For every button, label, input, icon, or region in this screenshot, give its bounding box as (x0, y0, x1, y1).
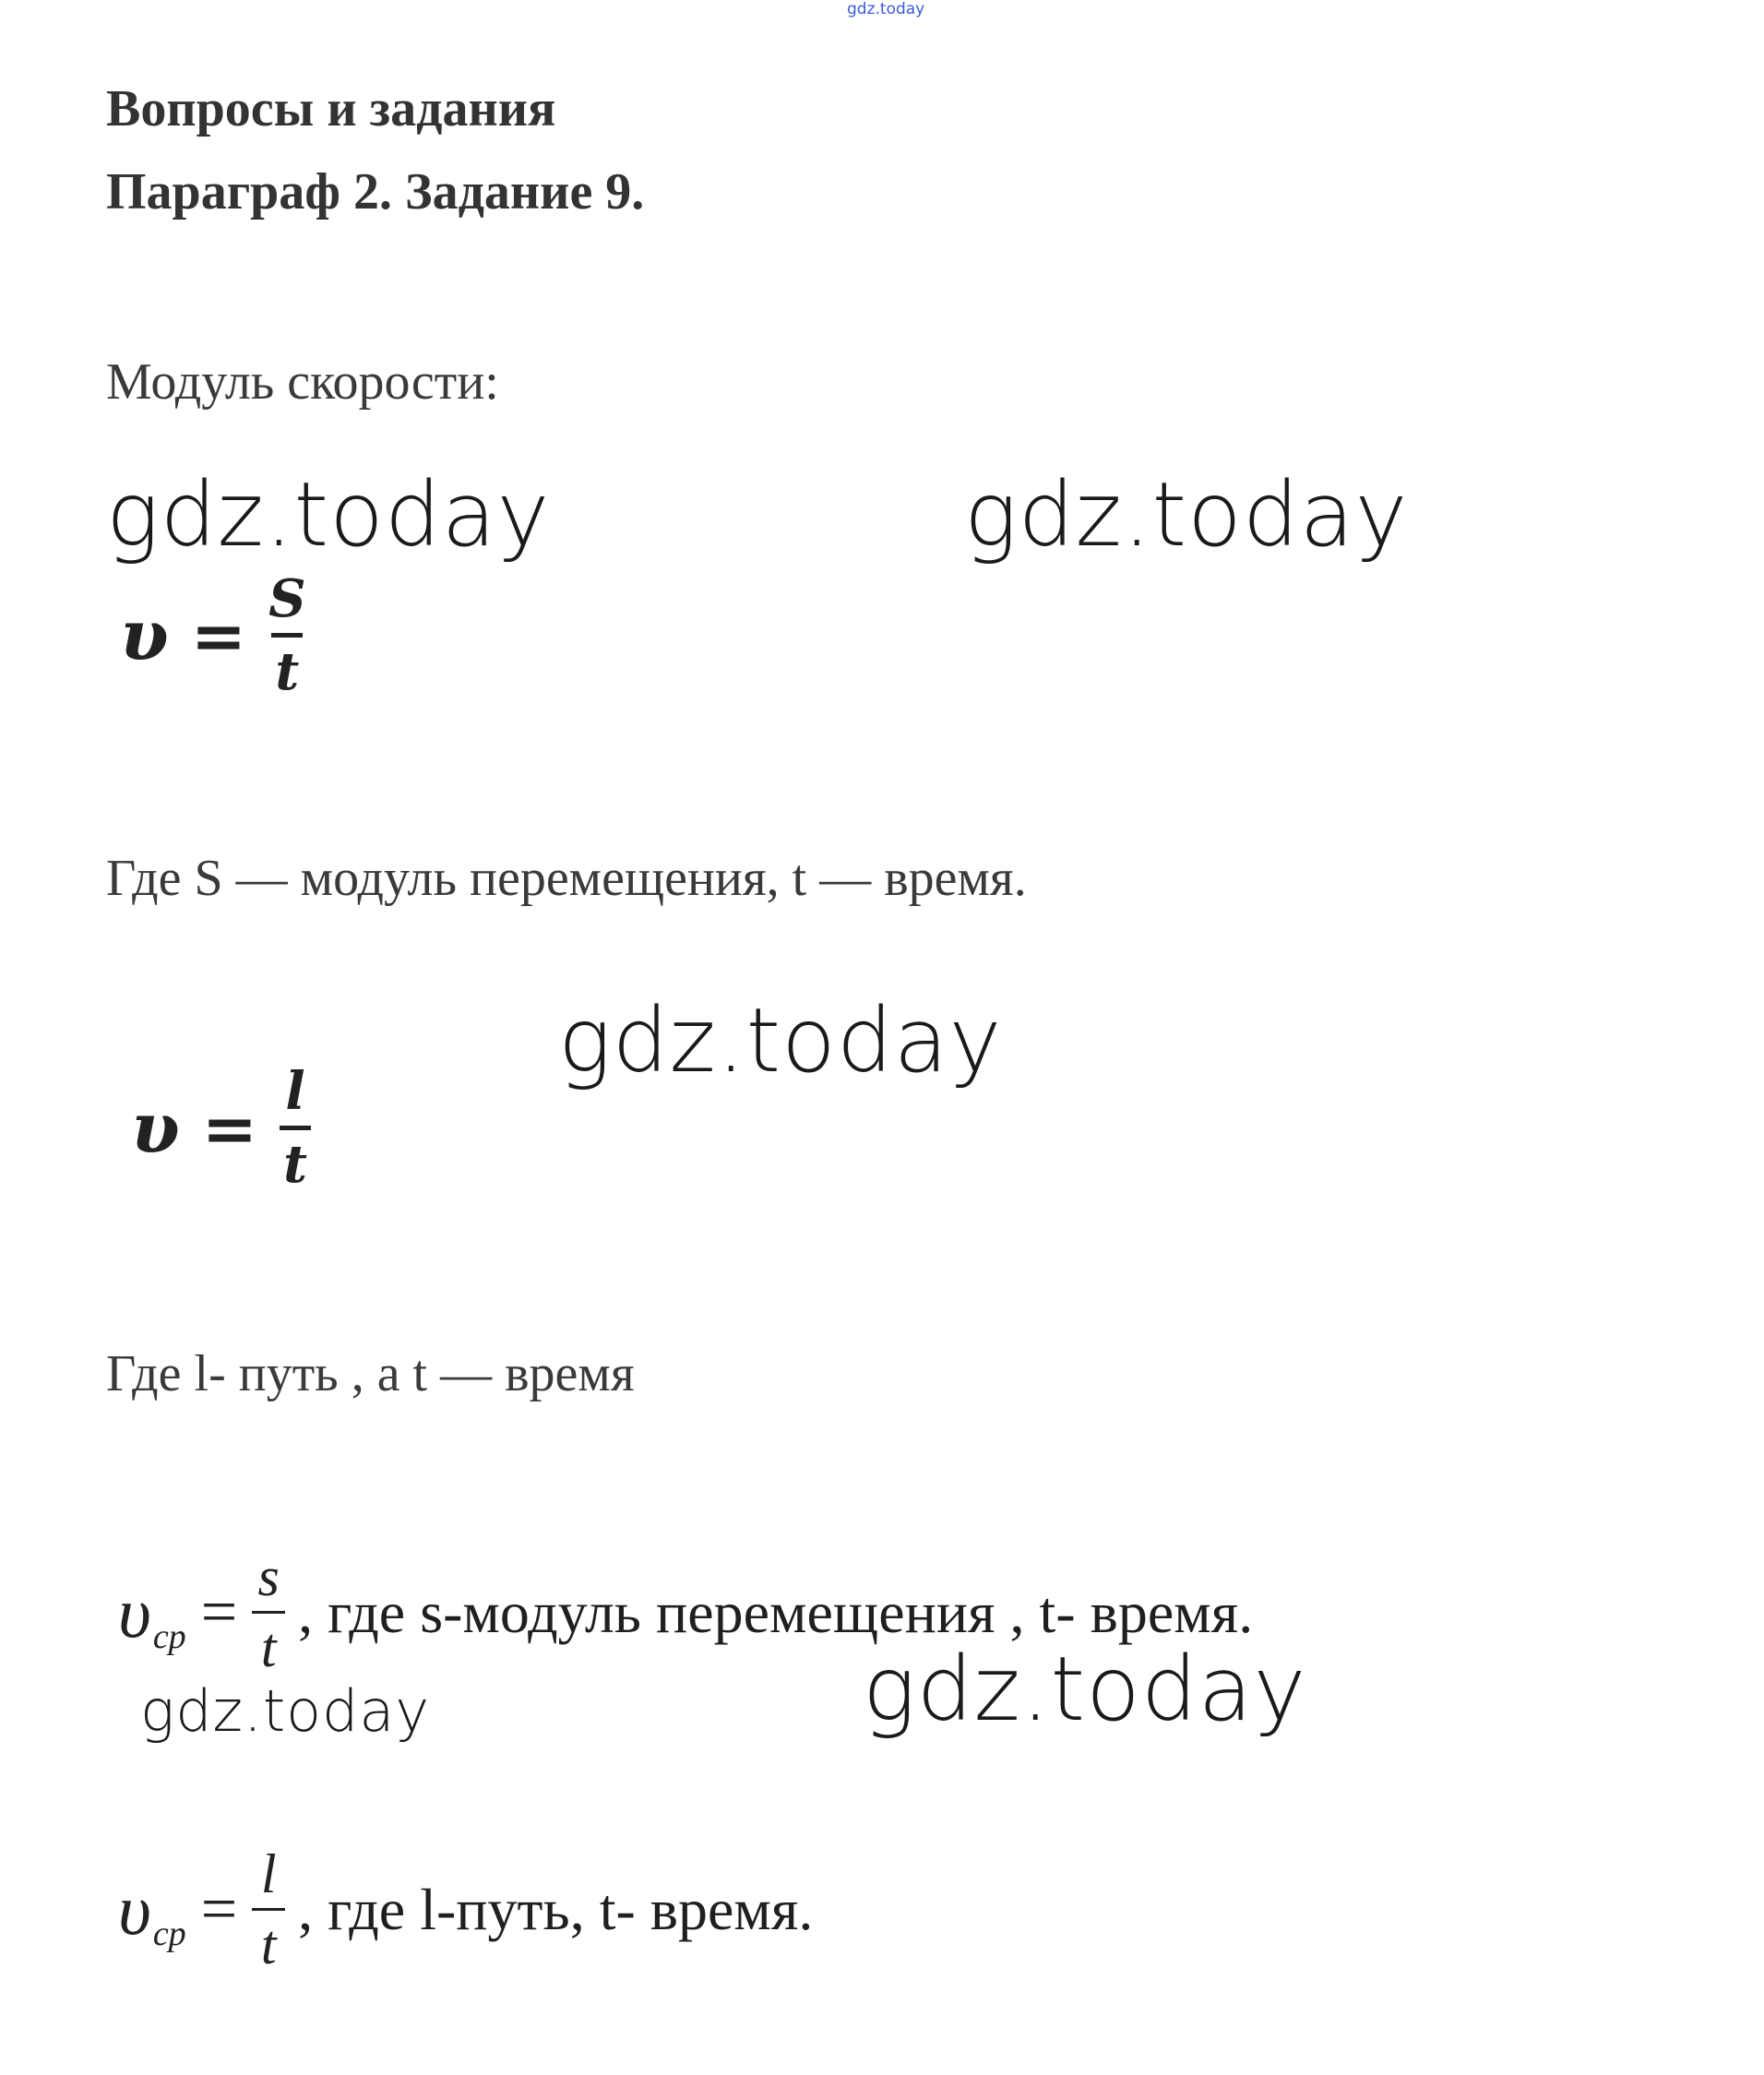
top-watermark: gdz.today (847, 0, 925, 18)
formula-description: , где s-модуль перемещения , t- время. (298, 1579, 1254, 1645)
formula-speed-path (131, 1063, 311, 1193)
section-title: Вопросы и задания (106, 80, 556, 137)
fraction-numerator: l (285, 1061, 305, 1122)
formula-equals: = (200, 1576, 238, 1648)
formula-fraction (280, 1063, 311, 1193)
formula-subscript: ср (152, 1914, 186, 1953)
formula-subscript: ср (152, 1616, 186, 1656)
watermark-3: gdz.today (558, 989, 1003, 1092)
displacement-explanation: Где S — модуль перемещения, t — время. (106, 850, 1027, 907)
formula-fraction (252, 1845, 285, 1974)
fraction-bar (271, 633, 303, 638)
formula-lhs: υ (118, 1868, 151, 1950)
watermark-2: gdz.today (964, 463, 1409, 566)
fraction-numerator: l (260, 1843, 277, 1904)
path-explanation: Где l- путь , а t — время (106, 1345, 635, 1402)
formula-equals: = (200, 1873, 238, 1945)
watermark-5: gdz.today (863, 1638, 1307, 1741)
speed-module-label: Модуль скорости: (106, 353, 499, 411)
formula-lhs: υ (131, 1087, 180, 1169)
task-title: Параграф 2. Задание 9. (106, 163, 645, 221)
formula-speed-displacement (120, 570, 306, 700)
fraction-denominator: t (283, 1134, 307, 1195)
formula-fraction (252, 1548, 285, 1676)
fraction-denominator: t (260, 1617, 277, 1678)
fraction-numerator: S (268, 568, 306, 629)
fraction-bar (280, 1126, 311, 1130)
watermark-4: gdz.today (140, 1677, 431, 1745)
formula-equals: = (190, 596, 247, 674)
fraction-denominator: t (260, 1914, 277, 1975)
fraction-bar (252, 1611, 285, 1614)
formula-description: , где l-путь, t- время. (298, 1876, 814, 1942)
formula-equals: = (201, 1089, 258, 1167)
formula-average-speed-path (118, 1845, 813, 1974)
watermark-1: gdz.today (106, 463, 551, 566)
fraction-numerator: s (257, 1546, 280, 1607)
formula-fraction (268, 570, 305, 700)
formula-lhs: υ (120, 594, 169, 676)
fraction-bar (252, 1908, 285, 1911)
fraction-denominator: t (275, 641, 300, 702)
formula-lhs: υ (118, 1571, 151, 1652)
